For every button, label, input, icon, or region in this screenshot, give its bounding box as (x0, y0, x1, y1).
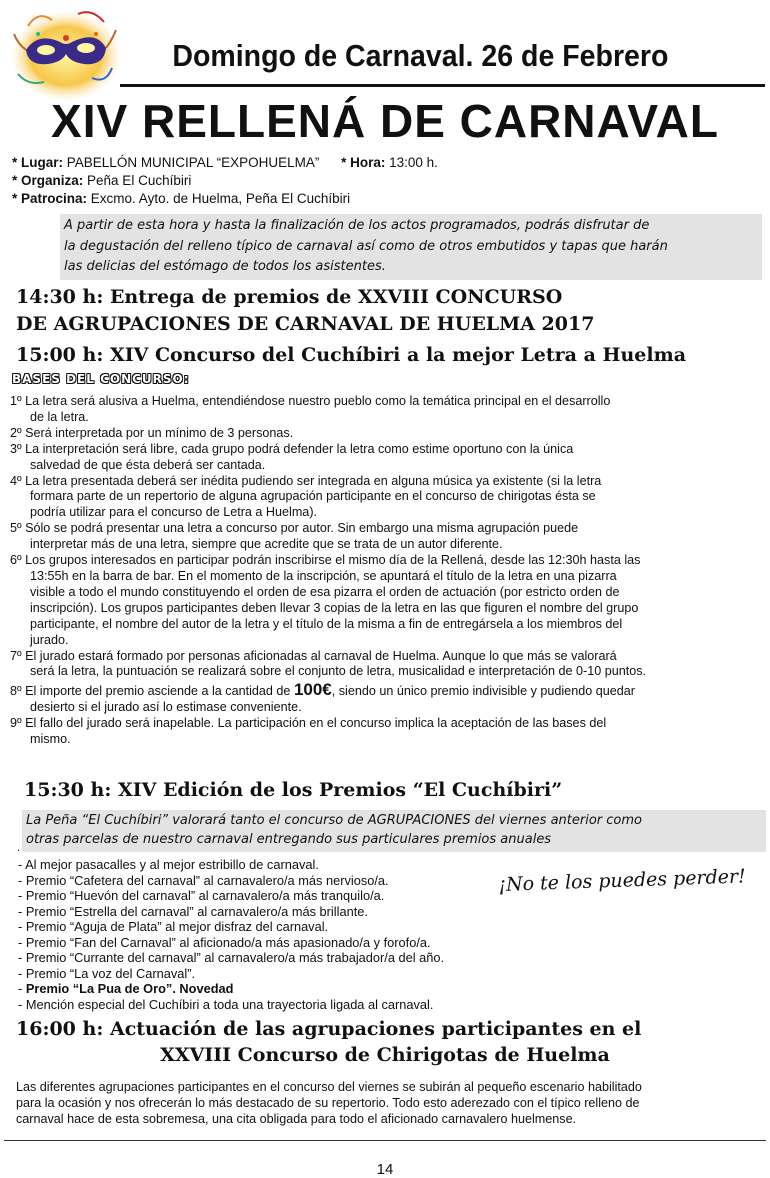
rule-9 (10, 716, 770, 748)
heading-1600-line1: 16:00 h: Actuación de las agrupaciones participantes en el (16, 1018, 642, 1040)
organiza-value: Peña El Cuchíbiri (87, 173, 192, 188)
page-number: 14 (376, 1161, 394, 1178)
prize-item: - Premio “Fan del Carnaval” al aficionado/a más apasionado/a y forofo/a. (18, 934, 431, 950)
prize-item: - Premio “Currante del carnaval” al carnavalero/a más trabajador/a del año. (18, 950, 445, 966)
rule-line: inscripción). Los grupos participantes deben llevar 3 copias de la letra en las que figuren el nombre del grupo (30, 600, 639, 615)
rule-line: de la letra. (30, 409, 89, 424)
rule-line: salvedad de que ésta deberá ser cantada. (30, 457, 266, 472)
hora-value: 13:00 h. (389, 155, 438, 170)
prize-novedad: Premio “La Pua de Oro”. Novedad (25, 981, 234, 997)
prize-item: - Premio “Huevón del carnaval” al carnavalero/a más tranquilo/a. (18, 888, 385, 904)
main-title: XIV RELLENÁ DE CARNAVAL (51, 95, 719, 147)
lugar-value: PABELLÓN MUNICIPAL “EXPOHUELMA” (66, 155, 320, 170)
rule-3 (10, 442, 770, 474)
rule-line: 3º La interpretación será libre, cada grupo podrá defender la letra como estime oportuno con la única (10, 441, 574, 456)
box-dot: . (17, 843, 21, 854)
rule-line: 2º Será interpretada por un mínimo de 3 personas. (10, 425, 294, 440)
premios-intro-box (17, 810, 766, 854)
rule8-text: , siendo un único premio indivisible y pudiendo quedar (331, 684, 635, 699)
footer-divider (4, 1140, 766, 1141)
rule-line: podría utilizar para el concurso de Letra a Huelma). (30, 505, 318, 520)
heading-1530: 15:30 h: XIV Edición de los Premios “El Cuchíbiri” (24, 779, 563, 801)
rule-line: formara parte de un repertorio de alguna agrupación participante en el concurso de chirigotas ésta se (30, 489, 596, 504)
prize-item: - Premio “Aguja de Plata” al mejor disfraz del carnaval. (18, 919, 329, 935)
date-title: Domingo de Carnaval. 26 de Febrero (172, 38, 669, 73)
rule-line: 4º La letra presentada deberá ser inédita pudiendo ser integrada en alguna música ya existente (si la letra (10, 473, 602, 488)
rule-line: interpretar más de una letra, siempre que acredite que se trata de un autor diferente. (30, 537, 503, 552)
slogan: ¡No te los puedes perder! (498, 865, 747, 896)
lugar-label: * Lugar: (12, 155, 64, 170)
rule-8 (10, 682, 770, 716)
rule8-text: 8º El importe del premio asciende a la cantidad de (10, 684, 294, 699)
rule-6 (10, 553, 770, 648)
box-line: otras parcelas de nuestro carnaval entregando sus particulares premios anuales (26, 832, 552, 847)
heading-1430-line1: 14:30 h: Entrega de premios de XXVIII CONCURSO (16, 286, 563, 308)
rule-4 (10, 474, 770, 522)
prize-dash: - (18, 981, 26, 997)
rule-line: 1º La letra será alusiva a Huelma, entendiéndose nuestro pueblo como la temática principal en el desarrollo (10, 394, 611, 408)
intro-line: A partir de esta hora y hasta la finalización de los actos programados, podrás disfrutar de (64, 218, 650, 233)
heading-1600-line2: XXVIII Concurso de Chirigotas de Huelma (160, 1044, 610, 1066)
heading-1500: 15:00 h: XIV Concurso del Cuchíbiri a la mejor Letra a Huelma (16, 344, 687, 366)
info-organiza (12, 173, 191, 189)
intro-line: la degustación del relleno típico de carnaval así como de otros embutidos y tapas que harán (64, 238, 668, 254)
rule-line: participante, el nombre del autor de la letra y el título de la misma a fin de entregársela a los miembros del (30, 616, 623, 631)
intro-box (60, 214, 762, 280)
rule-7 (10, 649, 770, 681)
patrocina-value: Excmo. Ayto. de Huelma, Peña El Cuchíbiri (90, 191, 351, 206)
final-line: para la ocasión y nos ofrecerán lo más destacado de su repertorio. Todo esto aderezado con el típico relleno de (16, 1096, 640, 1110)
rule-line: desierto si el jurado así lo estimase conveniente. (30, 700, 302, 715)
prizes-list (18, 857, 444, 1012)
box-line: La Peña “El Cuchíbiri” valorará tanto el concurso de AGRUPACIONES del viernes anterior como (26, 813, 642, 828)
intro-line: las delicias del estómago de todos los asistentes. (64, 259, 386, 274)
prize-item: - Premio “Cafetera del carnaval” al carnavalero/a más nervioso/a. (18, 872, 389, 888)
rule-line: 7º El jurado estará formado por personas aficionadas al carnaval de Huelma. Aunque lo que más se valorará (10, 648, 617, 663)
rule-2 (10, 426, 770, 442)
rules-list (10, 394, 770, 748)
organiza-label: * Organiza: (12, 173, 84, 188)
info-patrocina (12, 191, 350, 207)
patrocina-label: * Patrocina: (12, 191, 88, 206)
heading-1430-line2: DE AGRUPACIONES DE CARNAVAL DE HUELMA 2017 (16, 313, 595, 335)
prize-amount: 100€ (293, 680, 332, 700)
prize-item: - Premio “Estrella del carnaval” al carnavalero/a más brillante. (18, 903, 368, 919)
rule-line: mismo. (30, 732, 71, 747)
prize-item-bold (18, 981, 444, 997)
rule-line (10, 680, 770, 700)
rule-line: será la letra, la puntuación se realizará sobre el conjunto de letra, musicalidad e interpretación de 0-10 puntos. (30, 664, 647, 679)
prize-item: - Al mejor pasacalles y al mejor estribillo de carnaval. (18, 857, 319, 872)
info-lugar (12, 155, 438, 171)
rule-1 (10, 394, 770, 426)
final-paragraph (16, 1079, 768, 1127)
bases-label: BASES DEL CONCURSO: (12, 372, 190, 386)
header-divider (120, 84, 765, 87)
final-line: Las diferentes agrupaciones participantes en el concurso del viernes se subirán al pequeño escenario habilitado (16, 1080, 642, 1094)
hora-label: * Hora: (341, 155, 386, 170)
prize-item: - Mención especial del Cuchíbiri a toda una trayectoria ligada al carnaval. (18, 996, 434, 1012)
rule-line: visible a todo el mundo constituyendo el orden de esa pizarra el orden de actuación (por estricto orden de (30, 584, 620, 599)
prize-item: - Premio “La voz del Carnaval”. (18, 965, 196, 981)
rule-line: 5º Sólo se podrá presentar una letra a concurso por autor. Sin embargo una misma agrupación puede (10, 521, 579, 536)
rule-line: 13:55h en la barra de bar. En el momento de la inscripción, se apuntará el título de la letra en una pizarra (30, 568, 617, 583)
carnival-mask-icon (8, 4, 120, 100)
rule-line: 6º Los grupos interesados en participar podrán inscribirse el mismo día de la Rellená, desde las 12:30h hasta las (10, 553, 641, 568)
rule-5 (10, 521, 770, 553)
rule-line: 9º El fallo del jurado será inapelable. La participación en el concurso implica la aceptación de las bases del (10, 716, 607, 731)
final-line: carnaval hace de esta sobremesa, una cita obligada para todo el aficionado carnavalero huelmense. (16, 1112, 577, 1126)
rule-line: jurado. (30, 632, 69, 647)
